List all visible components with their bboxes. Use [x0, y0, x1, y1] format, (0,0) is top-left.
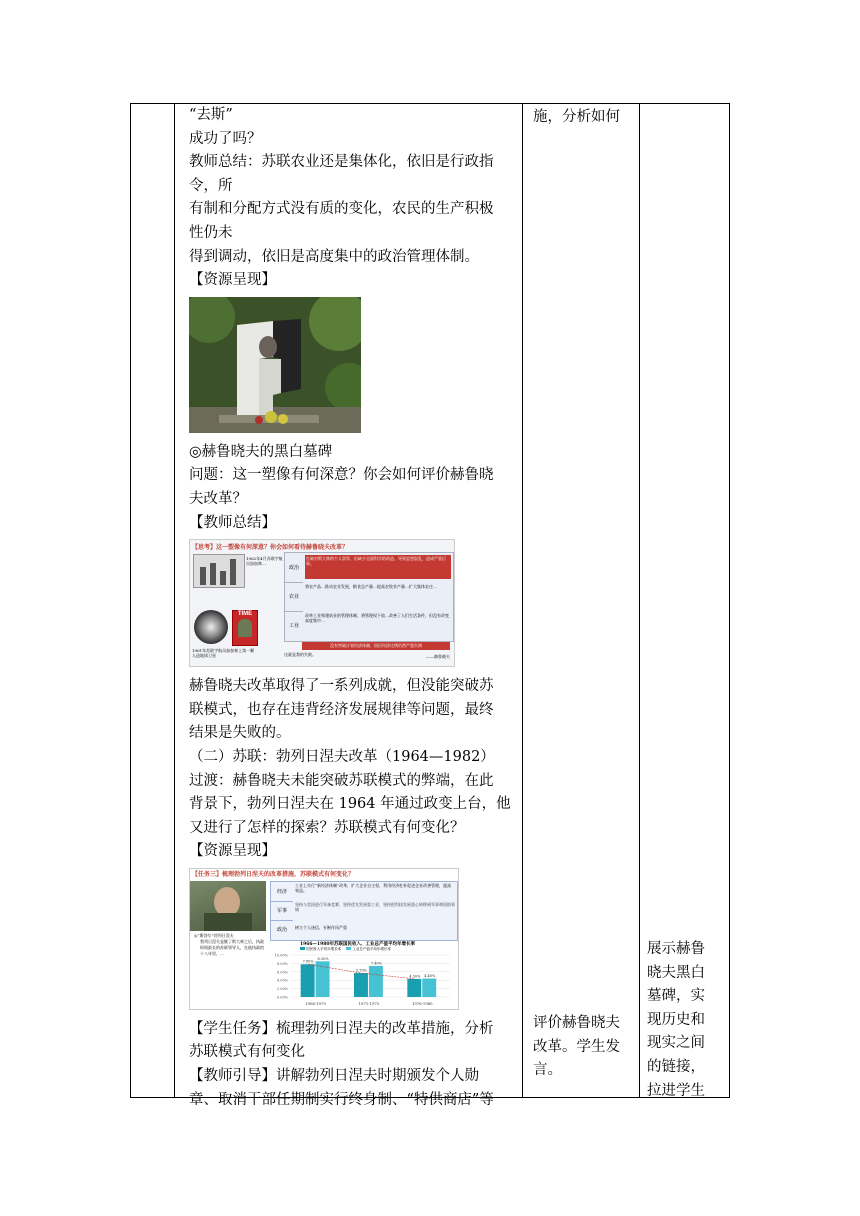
row-label: 军事: [271, 901, 293, 921]
text-line: “去斯”: [189, 107, 233, 123]
text-line: 又进行了怎样的探索？苏联模式有何变化？: [189, 819, 465, 836]
text-line: 苏联模式有何变化: [189, 1044, 305, 1061]
y-tick-label: 6.00%: [276, 970, 288, 975]
text-line: 评价赫鲁晓夫: [533, 1015, 620, 1031]
text-line: 【教师引导】讲解勃列日涅夫时期颁发个人勋: [189, 1068, 479, 1085]
brezhnev-reform-slide: [189, 868, 459, 1010]
text-line: 的链接，: [647, 1058, 705, 1075]
row-label: 经济: [271, 882, 293, 902]
chart-plot: [270, 951, 456, 1007]
legend-item: 国民收入平均年增长率: [306, 946, 342, 951]
slide-quote: 这就是我的失败。: [284, 652, 316, 658]
x-tick-label: 1971-1975: [358, 1000, 380, 1006]
design-intent-cell: [647, 938, 727, 1103]
bar: [316, 961, 330, 997]
row-text: 将农产品…推动农业发展，粮食总产量…提高农牧业产量…扩大集体农庄…: [305, 584, 437, 590]
text-line: 施，分析如何: [533, 109, 620, 125]
text-line: 过渡：赫鲁晓夫未能突破苏联模式的弊端，在此: [189, 772, 494, 789]
slide-caption: 1961年苏联宇航员加加林上第一颗人造地球卫星: [192, 648, 255, 659]
portrait-caption: ◎“斯勃尔”勃列日涅夫: [194, 932, 234, 938]
text-line: 成功了吗？: [189, 130, 262, 147]
text-line: 言。: [533, 1062, 562, 1079]
column-divider: [639, 104, 640, 1097]
text-line: 教师总结：苏联农业还是集体化，依旧是行政指: [189, 154, 494, 171]
data-label: 7.80%: [302, 959, 314, 964]
text-line: 展示赫鲁: [647, 941, 705, 957]
column-divider: [174, 104, 175, 1097]
row-text: 坚持与美国进行军备竞赛，坚持优先发展重工业，坚持把科技发展重心转移到军事和国防领域: [295, 901, 455, 913]
y-tick-label: 4.00%: [276, 978, 288, 983]
teaching-process-cell: [185, 104, 521, 1112]
bar: [354, 973, 368, 997]
khrushchev-reform-slide: [189, 539, 455, 667]
slide-title: 【思考】这一塑像有何深意？你会如何看待赫鲁晓夫改革？: [192, 544, 349, 552]
x-tick-label: 1976-1980: [411, 1000, 433, 1006]
text-line: 联模式，也存在违背经济发展规律等问题，最终: [189, 701, 494, 718]
bar: [301, 964, 315, 997]
row-text: 工业上实行“新经济体制”改革，扩大企业自主权，利用经济杠杆促进企业改善管理，提高效益。: [295, 882, 452, 894]
bar: [407, 979, 421, 997]
text-line: 背景下，勃列日涅夫在 1964 年通过政变上台，他: [189, 796, 511, 813]
text-line: 令，所: [189, 177, 233, 194]
text-line: 【学生任务】梳理勃列日涅夫的改革措施，分析: [189, 1020, 494, 1037]
text-line: 拉进学生: [647, 1082, 705, 1099]
legend-item: 工业总产值平均年增长率: [352, 946, 391, 951]
text-line: 晓夫黑白: [647, 964, 705, 981]
image-caption: ◎赫鲁晓夫的黑白墓碑: [189, 443, 333, 460]
question-line: 问题：这一塑像有何深意？你会如何评价赫鲁晓: [189, 467, 494, 484]
slide-side-text: 1962年4月苏联宇航员加加林…: [246, 556, 283, 567]
data-label: 4.30%: [409, 974, 421, 979]
row-text: 打破对斯大林的个人崇拜，但缺少全面科学的改造，导致思想混乱，造成严重后果。: [305, 555, 451, 579]
y-tick-label: 0.00%: [276, 995, 288, 1000]
slide-signature: ——赫鲁晓夫: [426, 654, 450, 660]
y-tick-label: 10.00%: [274, 953, 288, 958]
y-tick-label: 2.00%: [276, 986, 288, 991]
khrushchev-tombstone-photo: [189, 297, 361, 433]
text-line: 性仍未: [189, 224, 233, 241]
text-line: 墓碑，实: [647, 988, 705, 1005]
question-line: 夫改革？: [189, 490, 247, 507]
text-line: 改革。学生发: [533, 1038, 620, 1055]
x-tick-label: 1966-1970: [305, 1000, 326, 1006]
row-label: 政治: [276, 926, 287, 933]
section-heading: （二）苏联：勃列日涅夫改革（1964—1982）: [189, 748, 495, 765]
text-line: 结果是失败的。: [189, 725, 291, 742]
student-activity-cell-top: [533, 106, 637, 130]
student-activity-cell-bottom: [533, 1012, 637, 1083]
bar: [369, 966, 383, 997]
row-text: 树立个人迷信，专断作风严重: [295, 924, 347, 930]
row-label: 工业: [288, 623, 299, 630]
text-line: 得到调动，依旧是高度集中的政治管理体制。: [189, 248, 479, 265]
text-line: 现实之间: [647, 1035, 705, 1052]
chart-title: 1966—1980年苏联国民收入、工业总产值平均年增长率: [300, 941, 416, 947]
magazine-title: TIME: [237, 611, 253, 618]
reform-table: [284, 552, 454, 642]
brezhnev-portrait: [190, 881, 266, 931]
tombstone-illustration: [189, 297, 361, 433]
slide-body-text: 勃列日涅夫是继了斯大林之后，执政时间最长的苏联领导人，在他执政的十八年里，…: [200, 938, 264, 956]
measures-table: [270, 881, 458, 941]
conclusion-banner: 没有突破计划经济体制，国民经济比例仍然严重失调: [302, 642, 450, 650]
section-label: 【教师总结】: [189, 514, 276, 531]
text-line: 有制和分配方式没有质的变化，农民的生产积极: [189, 201, 494, 218]
bar-thumbnail: [193, 554, 245, 588]
data-label: 5.70%: [355, 968, 368, 973]
row-label: 政治: [285, 553, 303, 583]
data-label: 7.40%: [370, 961, 382, 966]
section-label: 【资源呈现】: [189, 272, 276, 289]
time-magazine-cover: [232, 610, 258, 646]
growth-chart: [270, 941, 456, 1007]
data-label: 4.40%: [424, 973, 436, 978]
text-line: 赫鲁晓夫改革取得了一系列成就，但没能突破苏: [189, 678, 494, 695]
satellite-image: [194, 610, 228, 644]
text-line: 现历史和: [647, 1011, 705, 1028]
lesson-table: [130, 103, 730, 1108]
text-line: 章、取消干部任期制实行终身制、“特供商店”等: [189, 1091, 494, 1108]
column-divider: [522, 104, 523, 1097]
row-text: 改革工业和建筑业的管理体制，将管理权下放…改善了人们生活条件，但没有改变高度集中…: [305, 613, 449, 624]
data-label: 8.50%: [317, 956, 329, 961]
bar: [422, 978, 436, 996]
slide-title: 【任务三】梳理勃列日涅夫的改革措施，苏联模式有何变化？: [190, 869, 459, 879]
row-label: 农业: [285, 582, 303, 612]
y-tick-label: 8.00%: [276, 961, 288, 966]
section-label: 【资源呈现】: [189, 843, 276, 860]
